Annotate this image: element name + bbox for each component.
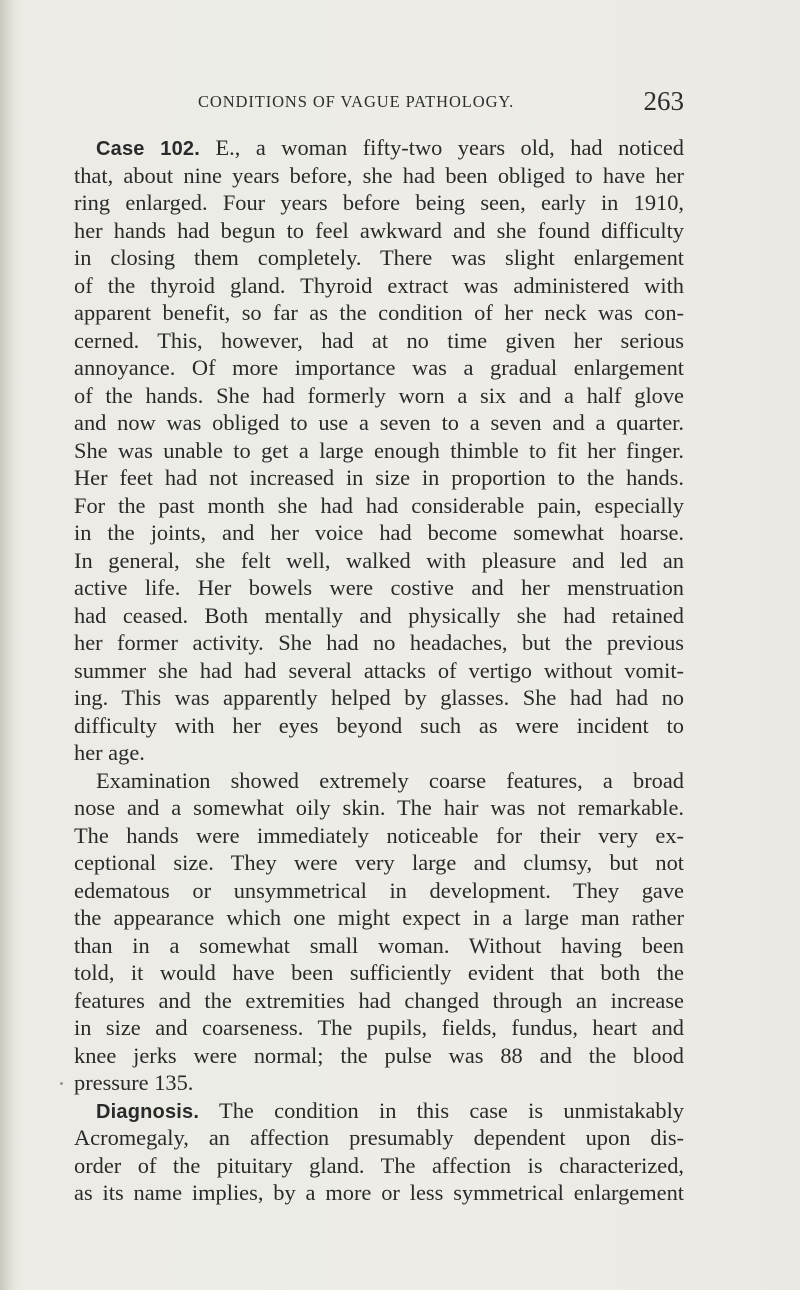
text-line: had ceased. Both mentally and physically she had retained: [74, 602, 684, 628]
text-line: edematous or unsymmetrical in development. They gave: [74, 877, 684, 903]
margin-speck: [60, 1082, 63, 1085]
text-line: her former activity. She had no headaches, but the previous: [74, 630, 684, 655]
text-line: annoyance. Of more importance was a gradual enlargement: [74, 355, 684, 380]
text-line: ing. This was apparently helped by glasses. She had had no: [74, 685, 684, 710]
text-line: For the past month she had had considerable pain, especially: [74, 492, 684, 518]
text-line: ring enlarged. Four years before being seen, early in 1910,: [74, 190, 684, 215]
text-line: Examination showed extremely coarse features, a broad: [96, 767, 684, 793]
running-head: [74, 88, 684, 118]
text-line: in size and coarseness. The pupils, fields, fundus, heart and: [74, 1015, 684, 1040]
text-line: the appearance which one might expect in a large man rather: [74, 905, 684, 930]
text-line: of the hands. She had formerly worn a six and a half glove: [74, 382, 684, 408]
text-line: her age.: [74, 740, 145, 765]
running-head-title: CONDITIONS OF VAGUE PATHOLOGY.: [198, 92, 515, 111]
text-line: ceptional size. They were very large and clumsy, but not: [74, 850, 684, 875]
diagnosis-label: Diagnosis.: [96, 1100, 200, 1123]
text-line: that, about nine years before, she had been obliged to have her: [74, 162, 684, 188]
text-line: of the thyroid gland. Thyroid extract was administered with: [74, 272, 684, 298]
text-line: cerned. This, however, had at no time given her serious: [74, 327, 684, 353]
text-line: told, it would have been sufficiently evident that both the: [74, 960, 684, 985]
text-line: her hands had begun to feel awkward and she found difficulty: [74, 217, 684, 243]
text-line: order of the pituitary gland. The affection is characterized,: [74, 1152, 684, 1178]
page-binding-shadow: [0, 0, 14, 1290]
text-line: in closing them completely. There was slight enlargement: [74, 245, 684, 270]
text-line: active life. Her bowels were costive and her menstruation: [74, 575, 684, 600]
text-line: In general, she felt well, walked with pleasure and led an: [74, 547, 684, 573]
text-line: The hands were immediately noticeable for their very ex-: [74, 822, 684, 848]
body-text: [74, 134, 684, 1207]
text-line: features and the extremities had changed through an increase: [74, 987, 684, 1013]
text-line: nose and a somewhat oily skin. The hair was not remarkable.: [74, 795, 684, 820]
text-line: Diagnosis. The condition in this case is unmistakably: [96, 1097, 684, 1123]
text-line: in the joints, and her voice had become somewhat hoarse.: [74, 520, 684, 545]
text-line: summer she had had several attacks of vertigo without vomit-: [74, 657, 684, 683]
text-line: Case 102. E., a woman fifty-two years old, had noticed: [96, 135, 684, 160]
case-label: Case 102.: [96, 138, 200, 160]
text-line: knee jerks were normal; the pulse was 88 and the blood: [74, 1042, 684, 1068]
text-line: than in a somewhat small woman. Without having been: [74, 932, 684, 958]
text-line: Her feet had not increased in size in proportion to the hands.: [74, 465, 684, 490]
text-line: apparent benefit, so far as the condition of her neck was con-: [74, 300, 684, 325]
page-number: 263: [643, 86, 684, 116]
text-line: difficulty with her eyes beyond such as were incident to: [74, 712, 684, 738]
text-line: pressure 135.: [74, 1070, 194, 1095]
text-line: and now was obliged to use a seven to a seven and a quarter.: [74, 410, 684, 435]
text-line: as its name implies, by a more or less symmetrical enlargement: [74, 1180, 684, 1205]
text-line: She was unable to get a large enough thimble to fit her finger.: [74, 437, 684, 463]
text-line: Acromegaly, an affection presumably dependent upon dis-: [74, 1125, 684, 1150]
